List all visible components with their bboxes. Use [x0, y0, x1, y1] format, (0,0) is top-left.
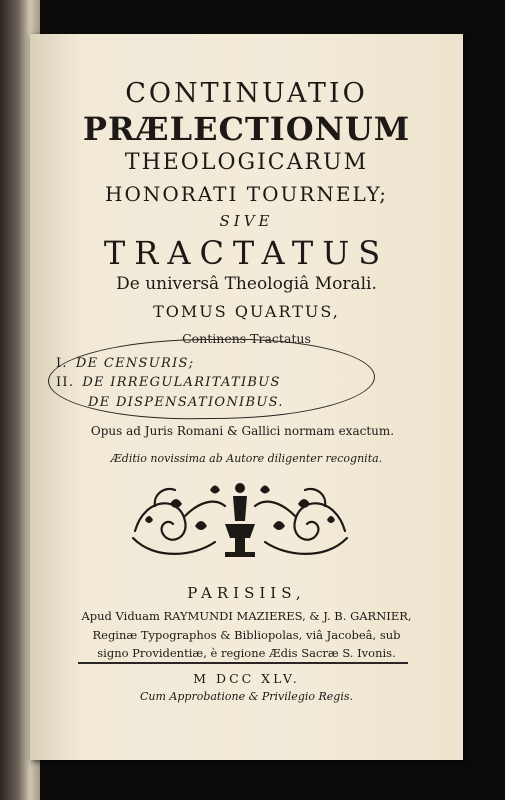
contents-item [56, 356, 194, 371]
imprint-line-3: signo Providentiæ, è regione Ædis Sacræ S. Ivonis. [97, 646, 396, 660]
privilege-line: Cum Approbatione & Privilegio Regis. [140, 690, 353, 703]
title-line-2: PRÆLECTIONUM [82, 110, 411, 148]
title-page [30, 34, 463, 760]
edition-line: Æditio novissima ab Autore diligenter recognita. [110, 452, 383, 465]
imprint-year: M DCC XLV. [193, 671, 300, 686]
contents-number: II. [56, 375, 75, 390]
imprint-line-2: Reginæ Typographos & Bibliopolas, viâ Jacobeâ, sub [92, 628, 401, 642]
tractatus-line: TRACTATUS [103, 234, 390, 272]
contents-item [88, 395, 284, 410]
continens-line: Continens Tractatus [182, 331, 311, 346]
contents-text: DE DISPENSATIONIBUS. [88, 395, 284, 410]
imprint-line-1: Apud Viduam RAYMUNDI MAZIERES, & J. B. GARNIER, [81, 609, 412, 623]
printers-ornament [125, 476, 355, 566]
author-line: HONORATI TOURNELY; [105, 182, 388, 206]
contents-number: I. [56, 356, 68, 371]
contents-text: DE IRREGULARITATIBUS [82, 375, 281, 390]
divider-rule [78, 662, 408, 664]
sive-line: SIVE [219, 212, 274, 230]
subtitle-line: De universâ Theologiâ Morali. [116, 274, 377, 294]
description-line: Opus ad Juris Romani & Gallici normam exactum. [90, 424, 395, 438]
title-line-3: THEOLOGICARUM [124, 150, 369, 175]
volume-line: TOMUS QUARTUS, [153, 302, 340, 321]
imprint-city: PARISIIS, [187, 584, 306, 602]
contents-item [56, 375, 281, 390]
contents-text: DE CENSURIS; [75, 356, 195, 371]
title-line-1: CONTINUATIO [125, 78, 368, 109]
